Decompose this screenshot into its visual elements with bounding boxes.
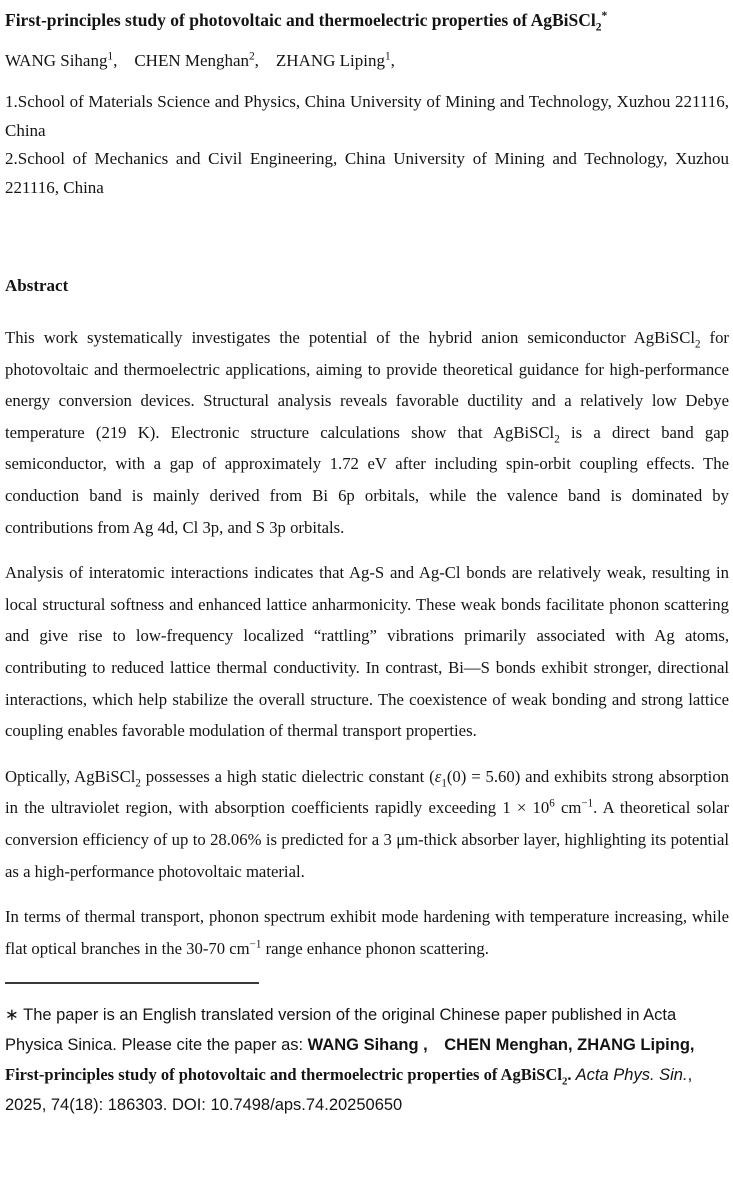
abstract-heading: Abstract [5, 276, 69, 295]
authors-line: WANG Sihang$^1$, CHEN Menghan$^2$, ZHANG Liping$^1$, [5, 50, 395, 70]
affiliation-line-2: 2.School of Mechanics and Civil Engineering, China University of Mining and Technology, Xuzhou 221116, China [5, 149, 729, 197]
footnote-separator [5, 982, 259, 984]
abstract-paragraph-3: Optically, AgBiSCl$_2$ possesses a high static dielectric constant $(\varepsilon_1(0) = 5.60)$ and exhibits strong absorption in the ultraviolet region, with absorption coefficients rapidly exceeding $1 \times 10^6$ $cm^{-1}$. A theoretical solar conversion efficiency of up to 28.06% is predicted for a 3 μm-thick absorber layer, highlighting its potential as a high-performance photovoltaic material. [5, 766, 730, 881]
affiliation-line-1: 1.School of Materials Science and Physics, China University of Mining and Technology, Xuzhou 221116, China [5, 92, 729, 140]
abstract-paragraph-4: In terms of thermal transport, phonon spectrum exhibit mode hardening with temperature increasing, while flat optical branches in the 30-70 $cm^{-1}$ range enhance phonon scattering. [5, 907, 729, 958]
abstract-paragraph-1: This work systematically investigates the potential of the hybrid anion semiconductor AgBiSCl$_2$ for photovoltaic and thermoelectric applications, aiming to provide theoretical guidance for high-performance energy conversion devices. Structural analysis reveals favorable ductility and a relatively low Debye temperature (219 K). Electronic structure calculations show that AgBiSCl$_2$ is a direct band gap semiconductor, with a gap of approximately 1.72 eV after including spin-orbit coupling effects. The conduction band is mainly derived from Bi 6p orbitals, while the valence band is dominated by contributions from Ag 4d, Cl 3p, and S 3p orbitals. [5, 328, 729, 537]
footnote-citation-text: ∗ The paper is an English translated version of the original Chinese paper published in Acta Physica Sinica. Please cite the paper as: WANG Sihang , CHEN Menghan, ZHANG Liping, First-principles study of photovoltaic and thermoelectric properties of AgBiSCl$_2$. Acta Phys. Sin., 2025, 74(18): 186303. DOI: 10.7498/aps.74.20250650 [5, 1006, 695, 1115]
paper-title: First-principles study of photovoltaic and thermoelectric properties of AgBiSCl$_2$* [5, 10, 608, 34]
abstract-paragraph-2: Analysis of interatomic interactions indicates that Ag-S and Ag-Cl bonds are relatively weak, resulting in local structural softness and enhanced lattice anharmonicity. These weak bonds facilitate phonon scattering and give rise to low-frequency localized “rattling” vibrations primarily associated with Ag atoms, contributing to reduced lattice thermal conductivity. In contrast, Bi—S bonds exhibit stronger, directional interactions, which help stabilize the overall structure. The coexistence of weak bonding and strong lattice coupling enables favorable modulation of thermal transport properties. [5, 563, 729, 741]
